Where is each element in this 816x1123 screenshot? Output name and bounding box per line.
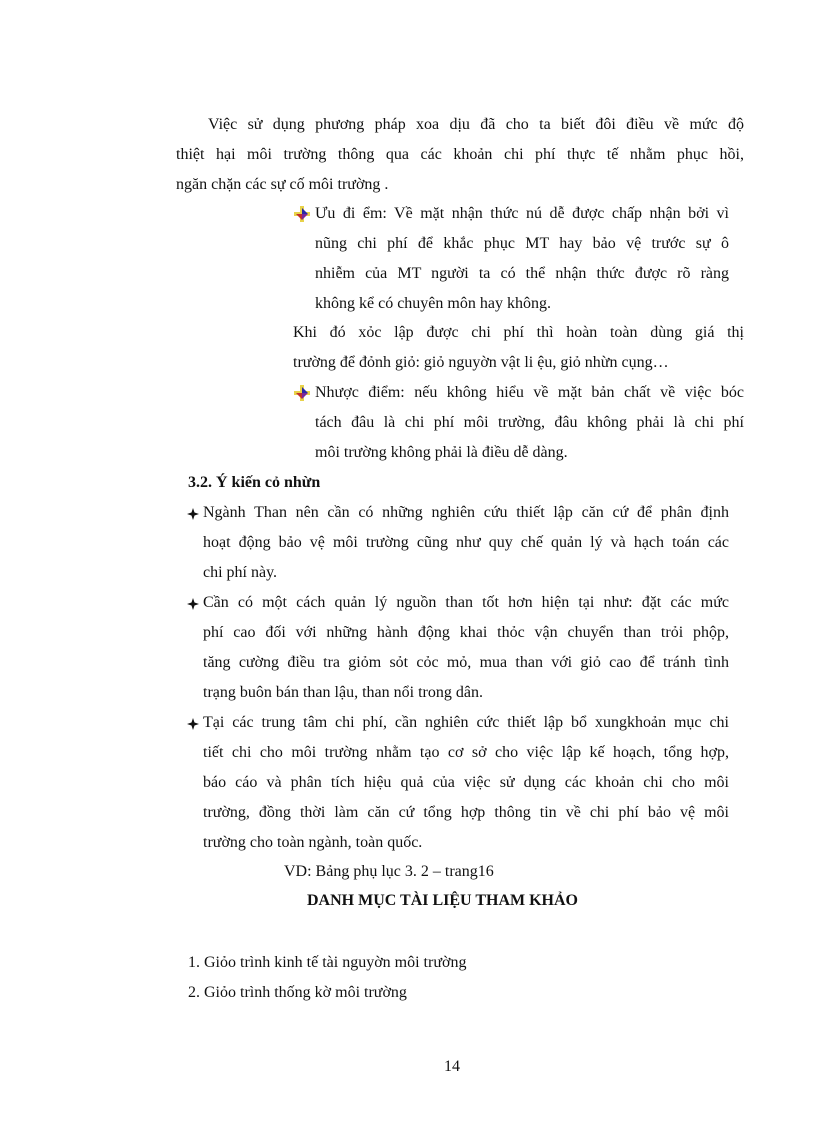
disadvantage-bullet-icon [294,385,310,401]
disadvantage-line-2: tách đâu là chi phí môi trường, đâu không phải là chi phí [315,414,744,431]
bullet-1-line-3: chi phí này. [203,564,278,581]
bullet-3-diamond-icon [187,718,199,730]
disadvantage-line-3: môi trường không phải là điều dễ dàng. [315,444,568,461]
advantage-line-1: Ưu đi ểm: Về mặt nhận thức nú dễ được chấp nhận bởi vì [315,205,729,222]
advantage-line-4: không kể có chuyên môn hay không. [315,295,551,312]
bullet-3-line-3: báo cáo và phân tích hiệu quả của việc sử dụng các khoản chi cho môi [203,774,729,791]
intro-line-3: ngăn chặn các sự cố môi trường . [176,176,389,193]
bullet-1-diamond-icon [187,508,199,520]
bullet-2-line-2: phí cao đối với những hành động khai thỏc vận chuyển than trỏi phộp, [203,624,729,641]
bullet-1-line-1: Ngành Than nên cần có những nghiên cứu thiết lập căn cứ để phân định [203,504,729,521]
intro-line-1: Việc sử dụng phương pháp xoa dịu đã cho ta biết đôi điều về mức độ [208,116,744,133]
references-heading: DANH MỤC TÀI LIỆU THAM KHẢO [307,892,578,909]
advantage-line-2: nũng chi phí để khắc phục MT hay bảo vệ trước sự ô [315,235,729,252]
bullet-3-line-1: Tại các trung tâm chi phí, cần nghiên cức thiết lập bổ xungkhoản mục chi [203,714,729,731]
intro-line-2: thiệt hại môi trường thông qua các khoản chi phí thực tế nhằm phục hồi, [176,146,744,163]
bullet-1-line-2: hoạt động bảo vệ môi trường cũng như quy chế quản lý và hạch toán các [203,534,729,551]
section-heading: 3.2. Ý kiến cỏ nhừn [188,474,321,491]
bullet-2-line-3: tăng cường điều tra giỏm sỏt cỏc mỏ, mua than với giỏ cao để tránh tình [203,654,729,671]
bullet-2-diamond-icon [187,598,199,610]
bullet-2-line-4: trạng buôn bán than lậu, than nổi trong dân. [203,684,483,701]
reference-item-1: 1. Giỏo trình kinh tế tài nguyờn môi trường [188,954,467,971]
after-advantage-line-1: Khi đó xỏc lập được chi phí thì hoàn toàn dùng giá thị [293,324,744,341]
after-advantage-line-2: trường để đỏnh giỏ: giỏ nguyờn vật li ệu, giỏ nhừn cụng… [293,354,669,371]
bullet-3-line-4: trường, đồng thời làm căn cứ tổng hợp thông tin về chi phí bảo vệ môi [203,804,729,821]
disadvantage-line-1: Nhược điểm: nếu không hiểu về mặt bản chất về việc bóc [315,384,744,401]
bullet-3-line-5: trường cho toàn ngành, toàn quốc. [203,834,423,851]
advantage-bullet-icon [294,206,310,222]
reference-item-2: 2. Giỏo trình thống kờ môi trường [188,984,407,1001]
page-number: 14 [444,1058,460,1075]
bullet-2-line-1: Cần có một cách quản lý nguồn than tốt hơn hiện tại như: đặt các mức [203,594,729,611]
example-note: VD: Bảng phụ lục 3. 2 – trang16 [284,863,494,880]
bullet-3-line-2: tiết chi cho môi trường nhằm tạo cơ sở cho việc lập kế hoạch, tổng hợp, [203,744,729,761]
advantage-line-3: nhiễm của MT người ta có thể nhận thức được rõ ràng [315,265,729,282]
